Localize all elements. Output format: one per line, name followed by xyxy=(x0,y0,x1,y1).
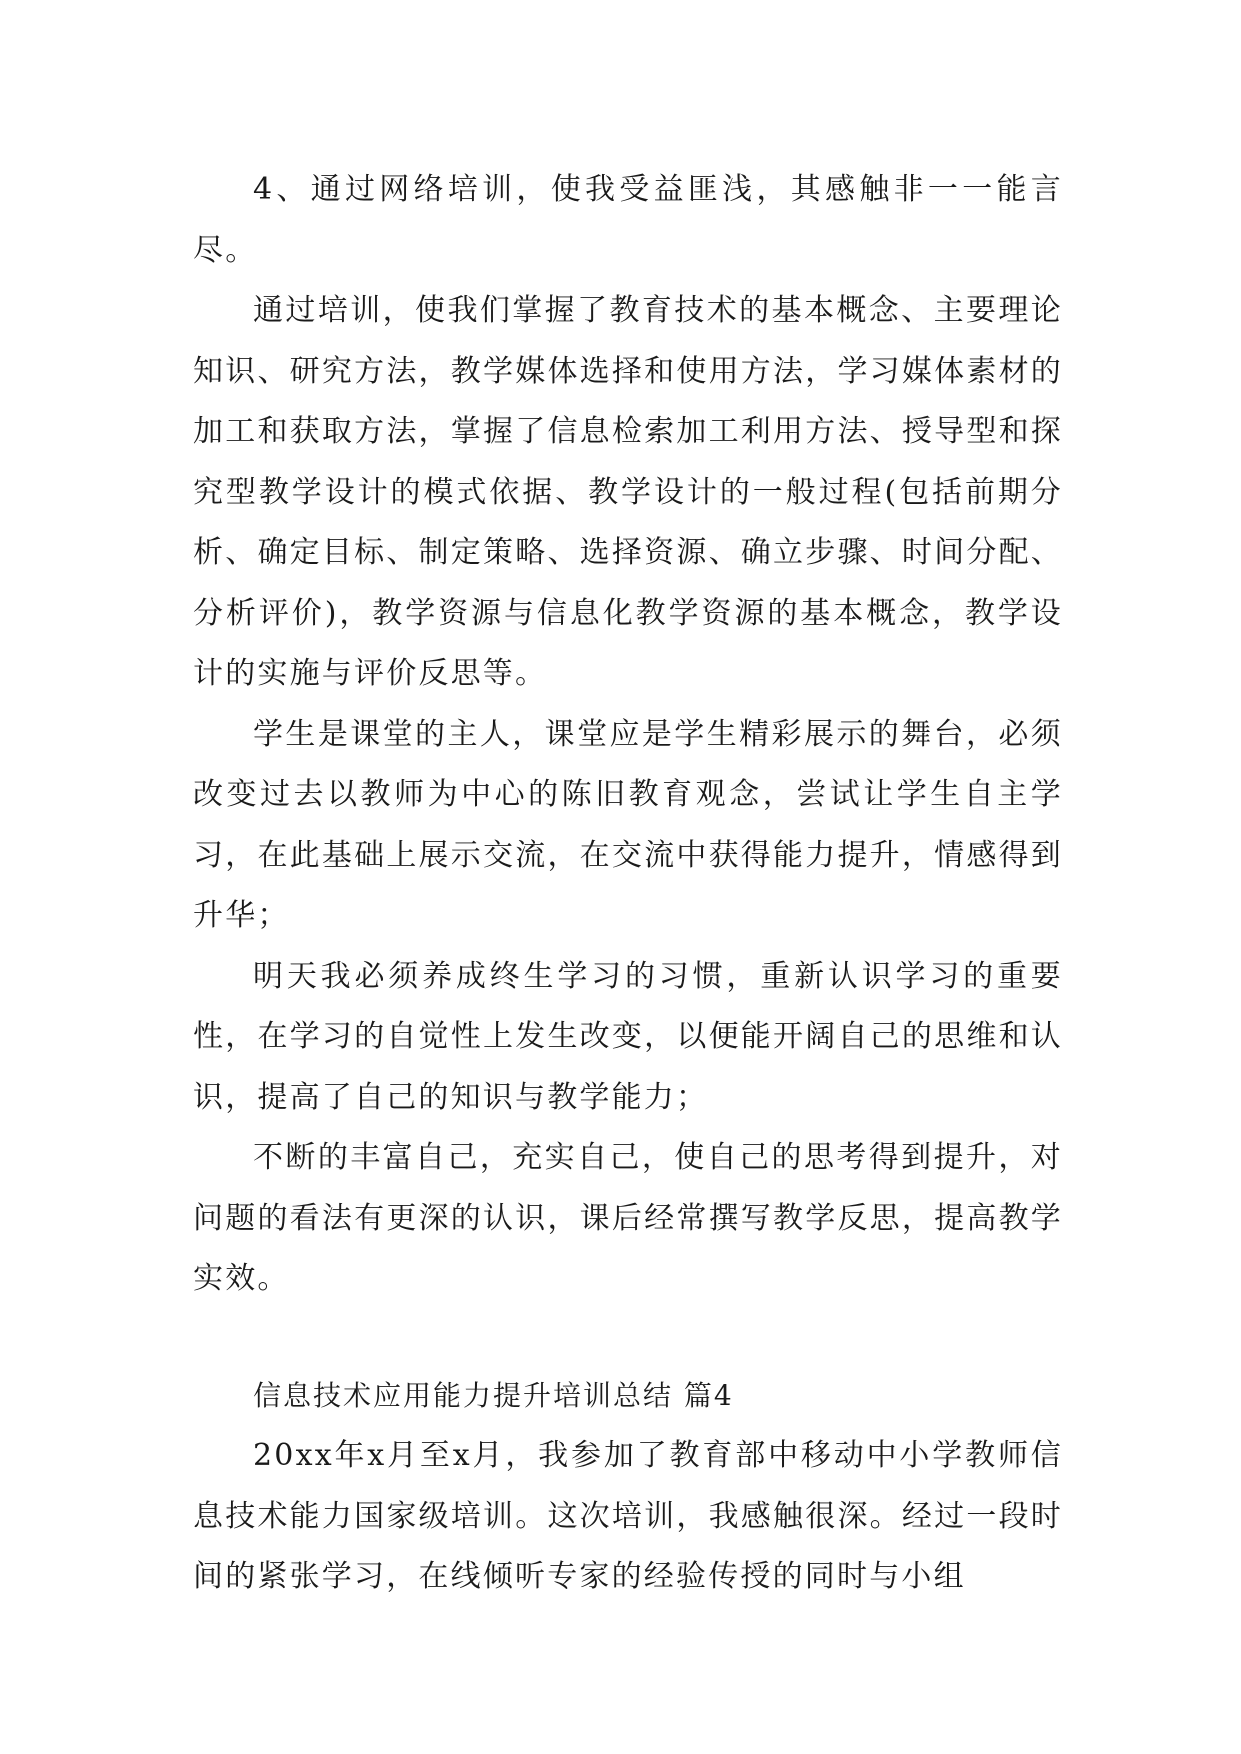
section-heading: 信息技术应用能力提升培训总结 篇4 xyxy=(253,1378,734,1412)
paragraph-2: 通过培训，使我们掌握了教育技术的基本概念、主要理论知识、研究方法，教学媒体选择和使用方法，学习媒体素材的加工和获取方法，掌握了信息检索加工利用方法、授导型和探究型教学设计的模式依据、教学设计的一般过程(包括前期分析、确定目标、制定策略、选择资源、确立步骤、时间分配、分析评价)，教学资源与信息化教学资源的基本概念，教学设计的实施与评价反思等。 xyxy=(193,293,1063,691)
section-paragraph-1: 20xx年x月至x月，我参加了教育部中移动中小学教师信息技术能力国家级培训。这次培训，我感触很深。经过一段时间的紧张学习，在线倾听专家的经验传授的同时与小组 xyxy=(193,1438,1063,1594)
paragraph-3: 学生是课堂的主人，课堂应是学生精彩展示的舞台，必须改变过去以教师为中心的陈旧教育观念，尝试让学生自主学习，在此基础上展示交流，在交流中获得能力提升，情感得到升华； xyxy=(193,716,1063,933)
document-body xyxy=(193,160,1063,1608)
paragraph-1: 4、通过网络培训，使我受益匪浅，其感触非一一能言尽。 xyxy=(193,172,1063,268)
paragraph-4: 明天我必须养成终生学习的习惯，重新认识学习的重要性，在学习的自觉性上发生改变，以便能开阔自己的思维和认识，提高了自己的知识与教学能力； xyxy=(193,958,1063,1115)
paragraph-5: 不断的丰富自己，充实自己，使自己的思考得到提升，对问题的看法有更深的认识，课后经常撰写教学反思，提高教学实效。 xyxy=(193,1140,1063,1296)
